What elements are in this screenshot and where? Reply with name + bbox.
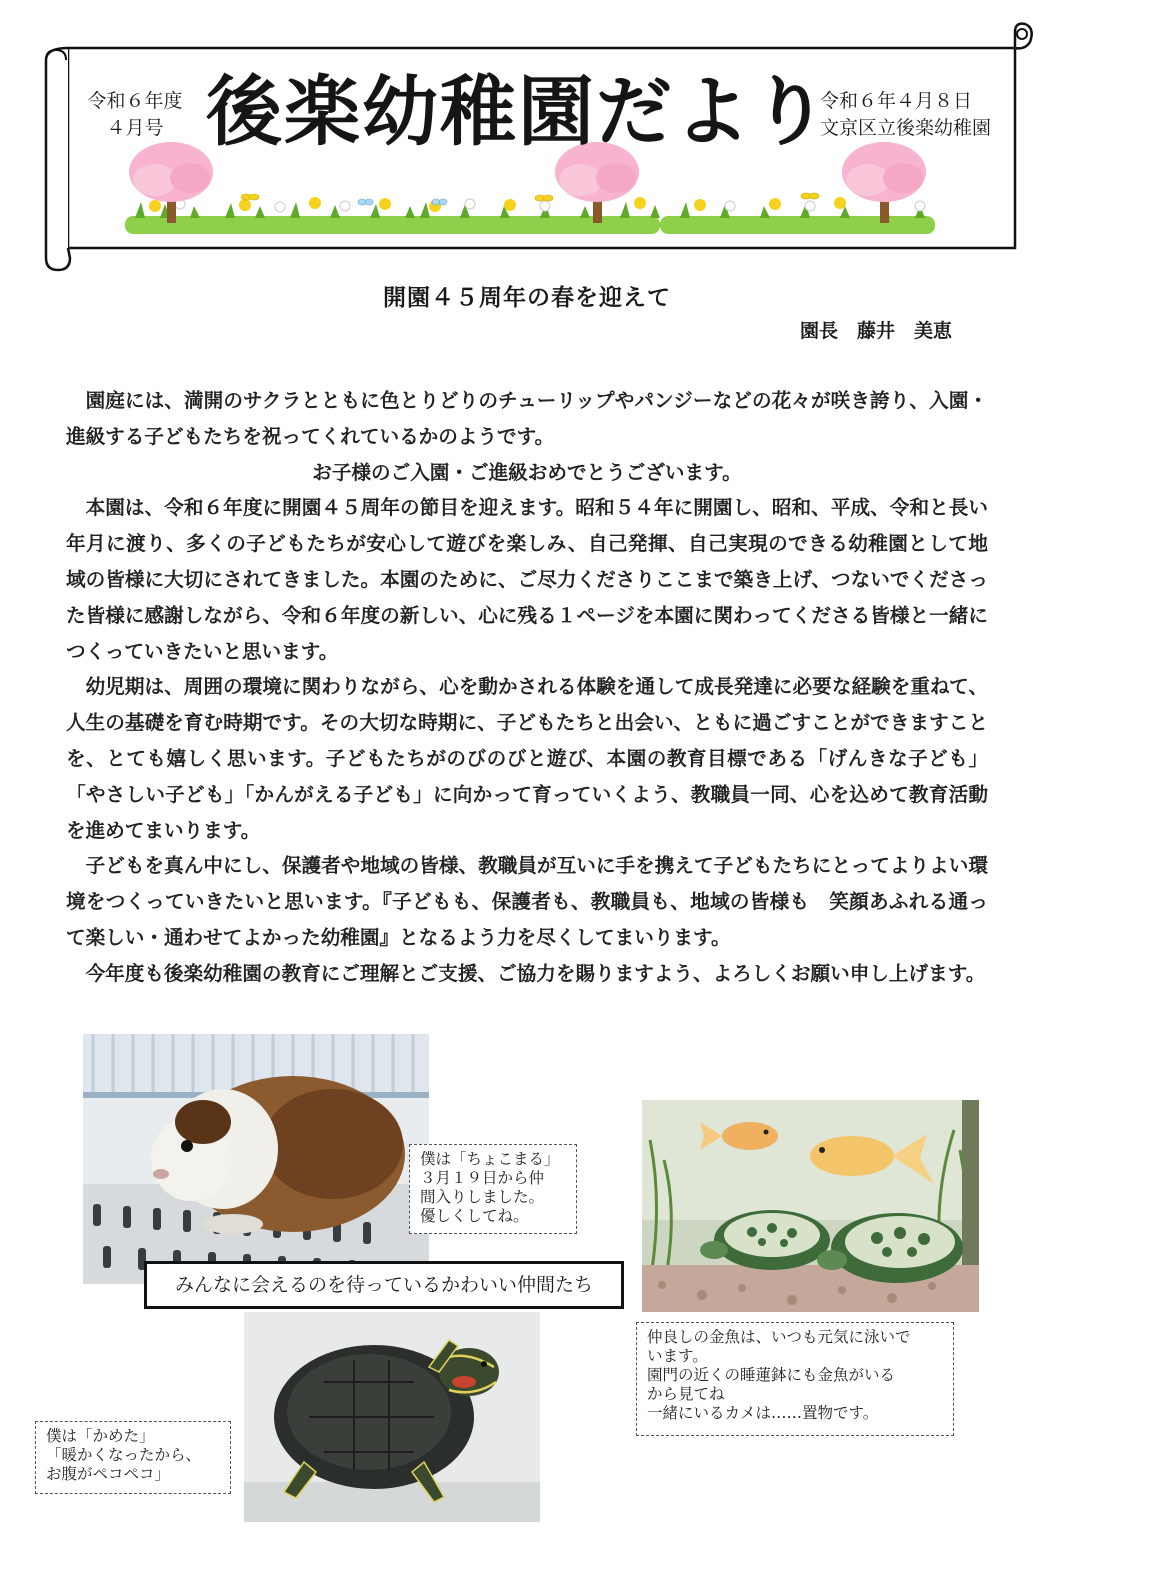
publisher-name: 文京区立後楽幼稚園 — [820, 117, 992, 139]
paragraph-1: 園庭には、満開のサクラとともに色とりどりのチューリップやパンジーなどの花々が咲き誇り、入園・進級する子どもたちを祝ってくれているかのようです。 — [66, 389, 988, 448]
congratulations-line: お子様のご入園・ご進級おめでとうございます。 — [312, 460, 742, 484]
photo-caption: みんなに会えるのを待っているかわいい仲間たち — [144, 1261, 624, 1309]
issue-info — [80, 88, 190, 142]
goldfish-note: 仲良しの金魚は、いつも元気に泳いで います。 園門の近くの睡蓮鉢にも金魚がいる から見てね 一緒にいるカメは……置物です。 — [636, 1322, 954, 1436]
article-author: 園長 藤井 美恵 — [800, 320, 953, 342]
paragraph-2: 本園は、令和６年度に開園４５周年の節目を迎えます。昭和５４年に開園し、昭和、平成、令和と長い年月に渡り、多くの子どもたちが安心して遊びを楽しみ、自己発揮、自己実現のできる幼稚園として地域の皆様に大切にされてきました。本園のために、ご尽力くださりここまで築き上げ、つないでくださった皆様に感謝しながら、令和６年度の新しい、心に残る１ページを本園に関わってくださる皆様と一緒につくっていきたいと思います。 — [66, 496, 988, 663]
goldfish-photo — [642, 1100, 979, 1312]
issue-month: ４月号 — [106, 117, 164, 139]
paragraph-3: 幼児期は、周囲の環境に関わりながら、心を動かされる体験を通して成長発達に必要な経験を重ねて、人生の基礎を育む時期です。その大切な時期に、子どもたちと出会い、ともに過ごすことができますことを、とても嬉しく思います。子どもたちがのびのびと遊び、本園の教育目標である「げんきな子ども」「やさしい子ども」「かんがえる子ども」に向かって育っていくよう、教職員一同、心を込めて教育活動を進めてまいります。 — [66, 675, 988, 842]
guinea-pig-note: 僕は「ちょこまる」 ３月１９日から仲 間入りしました。 優しくしてね。 — [409, 1144, 577, 1234]
issue-year: 令和６年度 — [87, 90, 183, 112]
guinea-pig-photo — [83, 1034, 429, 1284]
article-headline: 開園４５周年の春を迎えて — [383, 285, 671, 311]
paragraph-4: 子どもを真ん中にし、保護者や地域の皆様、教職員が互いに手を携えて子どもたちにとってよりよい環境をつくっていきたいと思います。『子どもも、保護者も、教職員も、地域の皆様も 笑顔あふれる通って楽しい・通わせてよかった幼稚園』となるよう力を尽くしてまいります。 — [66, 854, 988, 949]
publication-date: 令和６年４月８日 — [820, 90, 973, 112]
publication-info — [820, 88, 991, 142]
paragraph-5: 今年度も後楽幼稚園の教育にご理解とご支援、ご協力を賜りますよう、よろしくお願い申し上げます。 — [85, 961, 986, 985]
article-body — [66, 383, 988, 992]
turtle-photo — [244, 1312, 540, 1522]
newsletter-title: 後楽幼稚園だより — [206, 67, 830, 156]
turtle-note: 僕は「かめた」 「暖かくなったから、 お腹がペコペコ」 — [35, 1421, 231, 1494]
